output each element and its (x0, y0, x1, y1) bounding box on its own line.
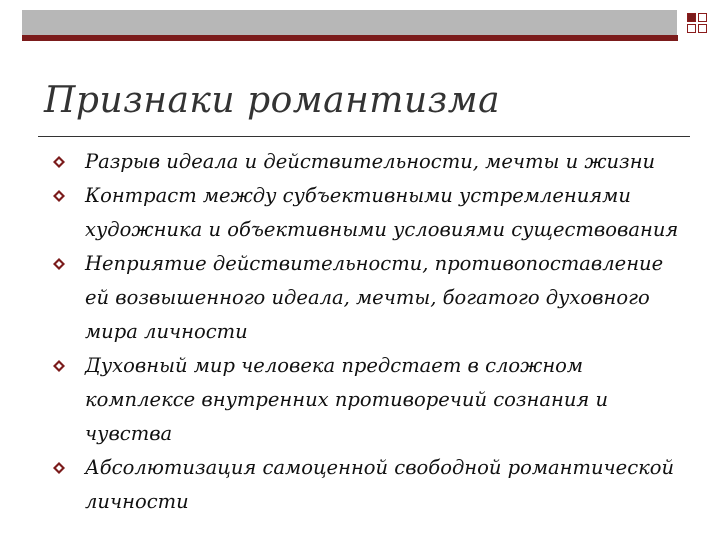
bullet-list (52, 145, 692, 519)
bullet-text: Абсолютизация самоценной свободной романтической личности (85, 456, 675, 513)
slide-title: Признаки романтизма (44, 80, 501, 121)
bullet-text: Неприятие действительности, противопоставление ей возвышенного идеала, мечты, богатого духовного мира личности (85, 252, 664, 343)
bullet-text: Духовный мир человека предстает в сложном комплексе внутренних противоречий сознания и чувства (85, 354, 609, 445)
bullet-item (52, 349, 692, 451)
diamond-bullet-icon (52, 257, 66, 271)
header-accent-line (22, 35, 678, 41)
title-divider (38, 136, 690, 137)
bullet-item (52, 247, 692, 349)
corner-square-top-left (687, 13, 696, 22)
diamond-bullet-icon (52, 461, 66, 475)
corner-square-bottom-left (687, 24, 696, 33)
bullet-item (52, 451, 692, 519)
diamond-bullet-icon (52, 359, 66, 373)
bullet-text: Разрыв идеала и действительности, мечты и жизни (85, 150, 656, 173)
corner-square-top-right (698, 13, 707, 22)
bullet-item (52, 179, 692, 247)
diamond-bullet-icon (52, 155, 66, 169)
bullet-item (52, 145, 692, 179)
corner-square-bottom-right (698, 24, 707, 33)
bullet-text: Контраст между субъективными устремлениями художника и объективными условиями существования (85, 184, 679, 241)
header-bar (22, 10, 677, 38)
diamond-bullet-icon (52, 189, 66, 203)
